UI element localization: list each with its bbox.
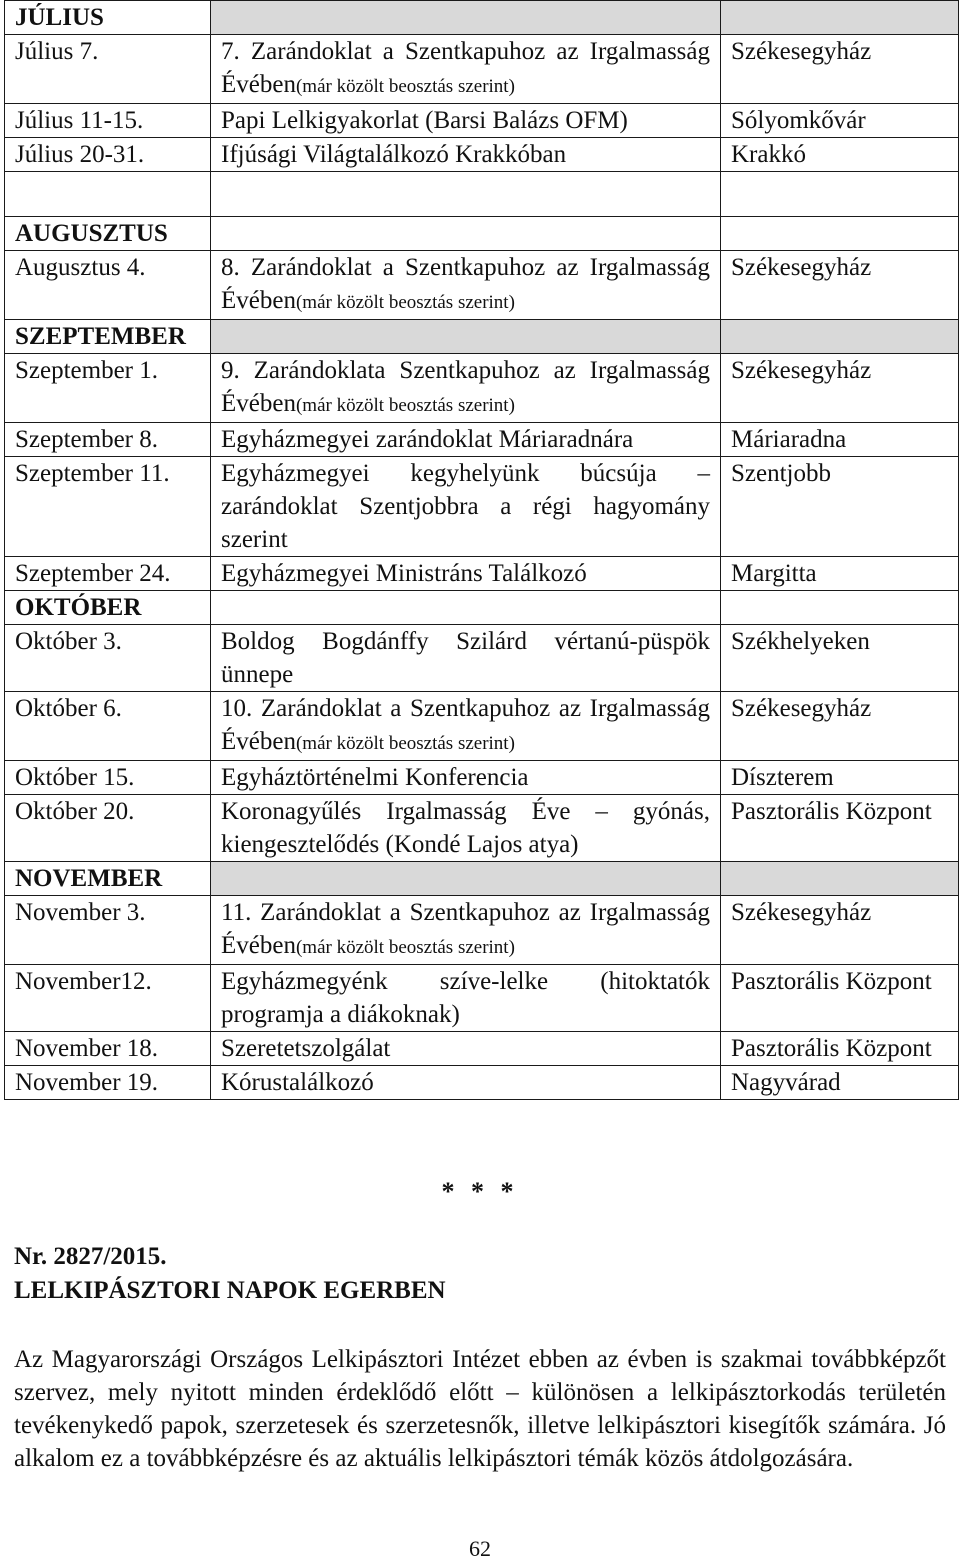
event-description: 11. Zarándoklat a Szentkapuhoz az Irgalmasság Évében(már közölt beosztás szerint): [211, 896, 721, 965]
event-description: Kórustalálkozó: [211, 1066, 721, 1100]
event-row: [5, 251, 959, 320]
event-description: Egyháztörténelmi Konferencia: [211, 761, 721, 795]
event-date: November12.: [5, 965, 211, 1032]
event-place: Díszterem: [721, 761, 959, 795]
event-date: November 19.: [5, 1066, 211, 1100]
schedule-table: [4, 0, 959, 1100]
event-description: Szeretetszolgálat: [211, 1032, 721, 1066]
event-place: Margitta: [721, 557, 959, 591]
event-row: [5, 138, 959, 172]
event-date: Szeptember 8.: [5, 423, 211, 457]
event-place: Pasztorális Központ: [721, 965, 959, 1032]
event-row: [5, 795, 959, 862]
event-description: Boldog Bogdánffy Szilárd vértanú-püspök ünnepe: [211, 625, 721, 692]
event-description: 9. Zarándoklata Szentkapuhoz az Irgalmasság Évében(már közölt beosztás szerint): [211, 354, 721, 423]
event-note: (már közölt beosztás szerint): [295, 76, 515, 97]
month-label: SZEPTEMBER: [5, 320, 211, 354]
event-date: Október 20.: [5, 795, 211, 862]
event-description: Koronagyűlés Irgalmasság Éve – gyónás, kiengesztelődés (Kondé Lajos atya): [211, 795, 721, 862]
event-note: (már közölt beosztás szerint): [295, 395, 515, 416]
event-place: Krakkó: [721, 138, 959, 172]
event-description: Egyházmegyei kegyhelyünk búcsúja – zarándoklat Szentjobbra a régi hagyomány szerint: [211, 457, 721, 557]
event-place: Szentjobb: [721, 457, 959, 557]
event-row: [5, 354, 959, 423]
event-place: Székhelyeken: [721, 625, 959, 692]
document-number: Nr. 2827/2015.: [14, 1243, 167, 1270]
event-description: 7. Zarándoklat a Szentkapuhoz az Irgalmasság Évében(már közölt beosztás szerint): [211, 35, 721, 104]
event-date: Július 20-31.: [5, 138, 211, 172]
event-place: Sólyomkővár: [721, 104, 959, 138]
month-label: JÚLIUS: [5, 1, 211, 35]
event-place: Pasztorális Központ: [721, 795, 959, 862]
event-row: [5, 896, 959, 965]
event-note: (már közölt beosztás szerint): [295, 937, 515, 958]
event-date: November 18.: [5, 1032, 211, 1066]
event-place: Székesegyház: [721, 692, 959, 761]
event-row: [5, 692, 959, 761]
event-description: Papi Lelkigyakorlat (Barsi Balázs OFM): [211, 104, 721, 138]
event-place: Máriaradna: [721, 423, 959, 457]
event-place: Székesegyház: [721, 35, 959, 104]
event-row: [5, 1032, 959, 1066]
event-description: Ifjúsági Világtalálkozó Krakkóban: [211, 138, 721, 172]
event-row: [5, 457, 959, 557]
event-date: Szeptember 11.: [5, 457, 211, 557]
event-description: Egyházmegyénk szíve-lelke (hitoktatók programja a diákoknak): [211, 965, 721, 1032]
event-place: Nagyvárad: [721, 1066, 959, 1100]
event-place: Székesegyház: [721, 354, 959, 423]
month-label: OKTÓBER: [5, 591, 211, 625]
body-paragraph: Az Magyarországi Országos Lelkipásztori Intézet ebben az évben is szakmai továbbképzőt szervez, mely nyitott minden érdeklődő előtt – különösen a lelkipásztorkodás területén tevékenykedő papok, szerzetesek és szerzetesnők, illetve lelkipásztori kisegítők számára. Jó alkalom ez a továbbképzésre és az aktuális lelkipásztori témák közös átdolgozására.: [14, 1346, 946, 1472]
event-row: [5, 761, 959, 795]
event-date: Október 3.: [5, 625, 211, 692]
event-description: Egyházmegyei Ministráns Találkozó: [211, 557, 721, 591]
event-date: Július 11-15.: [5, 104, 211, 138]
event-place: Pasztorális Központ: [721, 1032, 959, 1066]
event-row: [5, 557, 959, 591]
event-row: [5, 965, 959, 1032]
event-description: 10. Zarándoklat a Szentkapuhoz az Irgalmasság Évében(már közölt beosztás szerint): [211, 692, 721, 761]
event-row: [5, 104, 959, 138]
event-description: Egyházmegyei zarándoklat Máriaradnára: [211, 423, 721, 457]
month-row-september: [5, 320, 959, 354]
event-note: (már közölt beosztás szerint): [295, 292, 515, 313]
event-date: Szeptember 24.: [5, 557, 211, 591]
page-number: 62: [469, 1536, 491, 1561]
event-row: [5, 1066, 959, 1100]
event-description: 8. Zarándoklat a Szentkapuhoz az Irgalmasság Évében(már közölt beosztás szerint): [211, 251, 721, 320]
event-date: November 3.: [5, 896, 211, 965]
event-date: Október 15.: [5, 761, 211, 795]
event-place: Székesegyház: [721, 896, 959, 965]
month-label: NOVEMBER: [5, 862, 211, 896]
event-date: Július 7.: [5, 35, 211, 104]
section-separator: * * *: [441, 1177, 519, 1206]
spacer-row: [5, 172, 959, 217]
event-date: Szeptember 1.: [5, 354, 211, 423]
event-row: [5, 625, 959, 692]
event-date: Augusztus 4.: [5, 251, 211, 320]
month-row-august: [5, 217, 959, 251]
month-row-july: [5, 1, 959, 35]
month-label: AUGUSZTUS: [5, 217, 211, 251]
month-row-october: [5, 591, 959, 625]
month-row-november: [5, 862, 959, 896]
section-heading: LELKIPÁSZTORI NAPOK EGERBEN: [14, 1277, 446, 1304]
event-date: Október 6.: [5, 692, 211, 761]
event-row: [5, 35, 959, 104]
event-row: [5, 423, 959, 457]
event-place: Székesegyház: [721, 251, 959, 320]
event-note: (már közölt beosztás szerint): [295, 733, 515, 754]
